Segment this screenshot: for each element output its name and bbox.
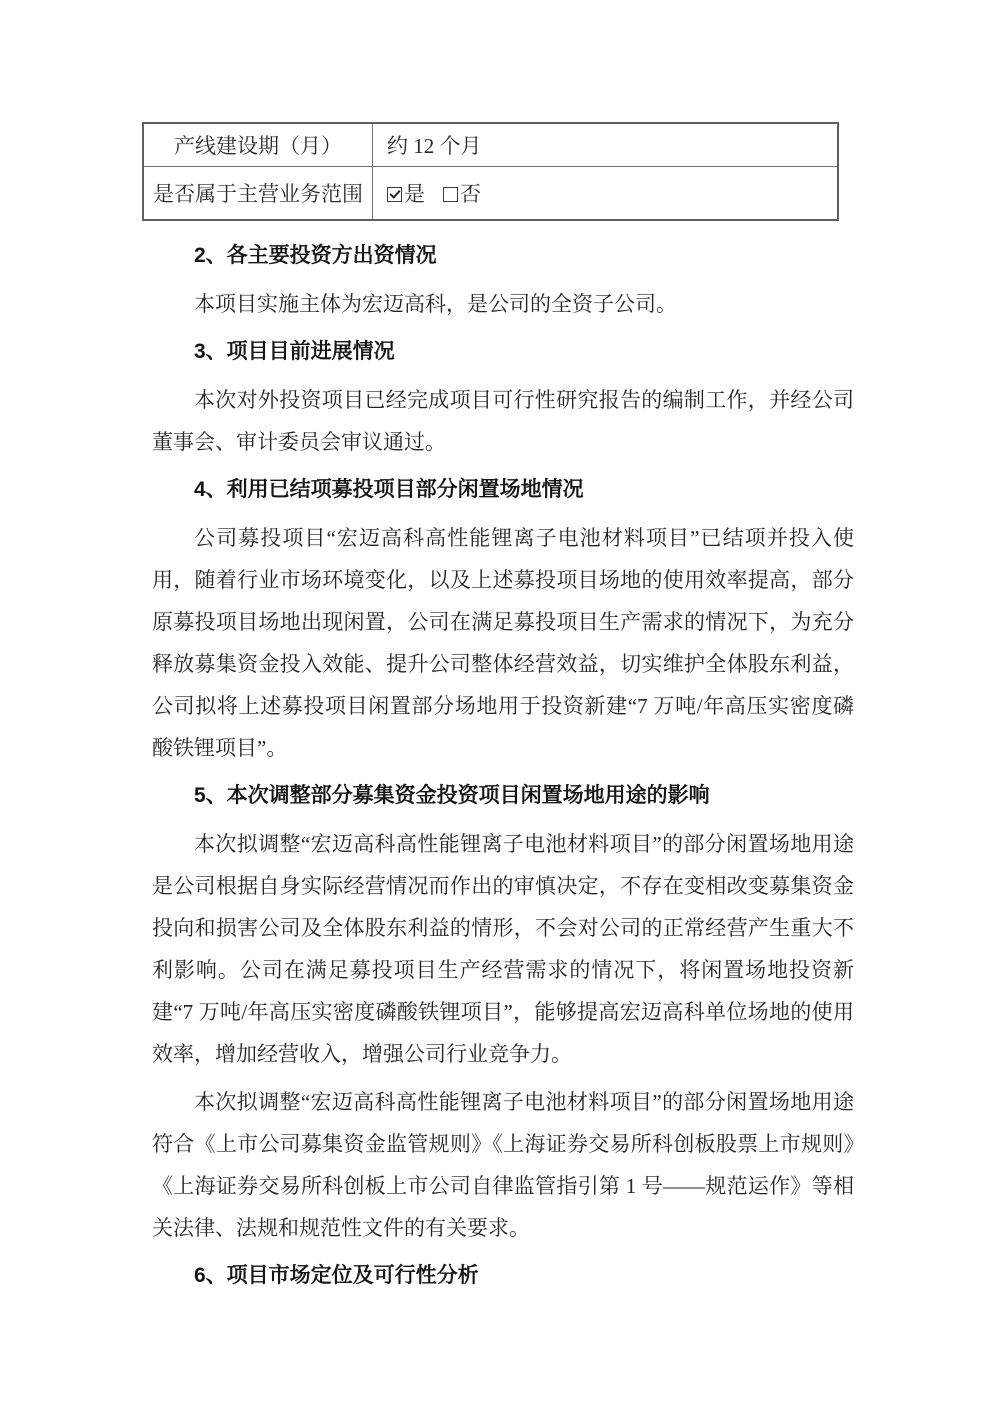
section-3-progress (152, 331, 854, 463)
table-row-construction-period (143, 123, 838, 167)
checkbox-no-label: 否 (460, 182, 481, 206)
document-content (152, 122, 854, 1303)
section-heading: 2、各主要投资方出资情况 (194, 244, 437, 267)
table-cell-label: 产线建设期（月） (143, 123, 373, 167)
checkbox-yes-label: 是 (404, 182, 425, 206)
section-6-market-feasibility (152, 1255, 854, 1297)
checkbox-checked-icon (387, 187, 402, 202)
section-heading: 3、项目目前进展情况 (194, 340, 395, 363)
section-heading: 5、本次调整部分募集资金投资项目闲置场地用途的影响 (194, 784, 710, 807)
section-heading: 4、利用已结项募投项目部分闲置场地情况 (194, 478, 584, 501)
project-info-table (142, 122, 839, 221)
paragraph: 公司募投项目“宏迈高科高性能锂离子电池材料项目”已结项并投入使用，随着行业市场环境变化，以及上述募投项目场地的使用效率提高，部分原募投项目场地出现闲置，公司在满足募投项目生产需求的情况下，为充分释放募集资金投入效能、提升公司整体经营效益，切实维护全体股东利益，公司拟将上述募投项目闲置部分场地用于投资新建“7 万吨/年高压实密度磷酸铁锂项目”。 (152, 526, 854, 760)
section-2-investors (152, 235, 854, 325)
section-heading: 6、项目市场定位及可行性分析 (194, 1264, 479, 1287)
table-cell-value: 约 12 个月 (373, 123, 839, 167)
table-row-main-business-scope (143, 167, 838, 221)
check-mark-icon (389, 187, 400, 198)
paragraph: 本项目实施主体为宏迈高科，是公司的全资子公司。 (194, 292, 677, 316)
table-cell-label: 是否属于主营业务范围 (143, 167, 373, 221)
paragraph: 本次拟调整“宏迈高科高性能锂离子电池材料项目”的部分闲置场地用途符合《上市公司募集资金监管规则》《上海证券交易所科创板股票上市规则》《上海证券交易所科创板上市公司自律监管指引第 1 号——规范运作》等相关法律、法规和规范性文件的有关要求。 (152, 1090, 854, 1240)
section-5-impact (152, 775, 854, 1249)
checkbox-unchecked-icon (443, 187, 458, 202)
table-cell-value (373, 167, 839, 221)
section-4-idle-site (152, 469, 854, 769)
paragraph: 本次对外投资项目已经完成项目可行性研究报告的编制工作，并经公司董事会、审计委员会审议通过。 (152, 388, 854, 454)
paragraph: 本次拟调整“宏迈高科高性能锂离子电池材料项目”的部分闲置场地用途是公司根据自身实际经营情况而作出的审慎决定，不存在变相改变募集资金投向和损害公司及全体股东利益的情形，不会对公司的正常经营产生重大不利影响。公司在满足募投项目生产经营需求的情况下，将闲置场地投资新建“7 万吨/年高压实密度磷酸铁锂项目”，能够提高宏迈高科单位场地的使用效率，增加经营收入，增强公司行业竞争力。 (152, 832, 854, 1066)
